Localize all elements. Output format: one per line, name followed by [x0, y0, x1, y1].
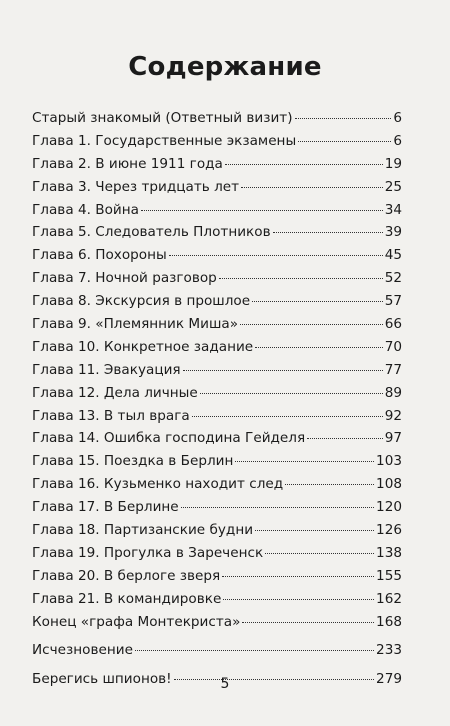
- toc-entry: [32, 568, 402, 591]
- dot-leader: [242, 622, 374, 623]
- toc-entry-label: Глава 11. Эвакуация: [32, 361, 181, 378]
- toc-entry-page: 34: [384, 201, 402, 218]
- toc-entry-label: Конец «графа Монтекриста»: [32, 613, 241, 630]
- toc-entry-page: 52: [384, 270, 402, 287]
- toc-entry-page: 279: [376, 671, 402, 688]
- toc-entry-label: Глава 21. В командировке: [32, 590, 222, 607]
- toc-entry: [32, 293, 402, 316]
- dot-leader: [273, 232, 383, 233]
- toc-entry-label: Глава 20. В берлоге зверя: [32, 567, 221, 584]
- toc-entry-label: Глава 3. Через тридцать лет: [32, 178, 240, 195]
- dot-leader: [192, 416, 383, 417]
- dot-leader: [183, 370, 383, 371]
- dot-leader: [135, 650, 374, 651]
- toc-entry-page: 162: [376, 590, 402, 607]
- toc-entry-label: Глава 14. Ошибка господина Гейделя: [32, 430, 306, 447]
- toc-entry-label: Глава 12. Дела личные: [32, 384, 198, 401]
- table-of-contents: [32, 110, 402, 694]
- dot-leader: [181, 507, 374, 508]
- dot-leader: [252, 301, 383, 302]
- dot-leader: [255, 530, 374, 531]
- toc-entry-label: Глава 9. «Племянник Миша»: [32, 316, 239, 333]
- toc-entry: [32, 476, 402, 499]
- toc-entry-label: Глава 17. В Берлине: [32, 499, 179, 516]
- toc-entry-label: Глава 19. Прогулка в Зареченск: [32, 544, 264, 561]
- toc-entry-label: Берегись шпионов!: [32, 671, 172, 688]
- toc-entry: [32, 522, 402, 545]
- toc-entry-label: Глава 18. Партизанские будни: [32, 522, 254, 539]
- toc-entry: [32, 499, 402, 522]
- toc-entry-label: Исчезновение: [32, 642, 133, 659]
- dot-leader: [222, 576, 374, 577]
- toc-entry-page: 120: [376, 499, 402, 516]
- toc-entry-label: Глава 1. Государственные экзамены: [32, 132, 297, 149]
- toc-entry-page: 126: [376, 522, 402, 539]
- toc-entry-label: Глава 4. Война: [32, 201, 139, 218]
- toc-entry: [32, 453, 402, 476]
- dot-leader: [241, 187, 383, 188]
- toc-entry-label: Глава 10. Конкретное задание: [32, 338, 254, 355]
- dot-leader: [169, 255, 383, 256]
- toc-entry-page: 19: [384, 155, 402, 172]
- toc-entry: [32, 224, 402, 247]
- toc-entry-label: Глава 2. В июне 1911 года: [32, 155, 223, 172]
- dot-leader: [240, 324, 383, 325]
- toc-entry-label: Глава 7. Ночной разговор: [32, 270, 217, 287]
- toc-entry-page: 103: [376, 453, 402, 470]
- toc-entry: [32, 614, 402, 637]
- toc-entry: [32, 591, 402, 614]
- toc-entry: [32, 430, 402, 453]
- toc-entry-page: 168: [376, 613, 402, 630]
- toc-entry-page: 6: [393, 132, 402, 149]
- dot-leader: [255, 347, 383, 348]
- dot-leader: [265, 553, 374, 554]
- toc-entry: [32, 316, 402, 339]
- dot-leader: [235, 461, 374, 462]
- page-number: 5: [220, 676, 230, 692]
- toc-entry-page: 92: [384, 407, 402, 424]
- dot-leader: [295, 118, 392, 119]
- dot-leader: [298, 141, 391, 142]
- toc-entry-page: 233: [376, 642, 402, 659]
- toc-entry: [32, 156, 402, 179]
- toc-entry-label: Глава 15. Поездка в Берлин: [32, 453, 234, 470]
- toc-entry-page: 25: [384, 178, 402, 195]
- toc-entry: [32, 247, 402, 270]
- toc-entry-label: Глава 6. Похороны: [32, 247, 167, 264]
- dot-leader: [219, 278, 383, 279]
- toc-entry-page: 39: [384, 224, 402, 241]
- toc-entry-page: 155: [376, 567, 402, 584]
- toc-entry-label: Глава 13. В тыл врага: [32, 407, 190, 424]
- toc-entry: [32, 545, 402, 568]
- dot-leader: [225, 164, 383, 165]
- dot-leader: [223, 599, 374, 600]
- dot-leader: [307, 438, 383, 439]
- toc-entry-page: 6: [393, 110, 402, 126]
- toc-entry-page: 70: [384, 338, 402, 355]
- toc-entry-label: Глава 5. Следователь Плотников: [32, 224, 271, 241]
- toc-entry: [32, 408, 402, 431]
- toc-entry-page: 45: [384, 247, 402, 264]
- toc-entry: [32, 642, 402, 665]
- toc-entry: [32, 202, 402, 225]
- toc-entry-page: 57: [384, 293, 402, 310]
- dot-leader: [200, 393, 383, 394]
- toc-entry-label: Старый знакомый (Ответный визит): [32, 110, 293, 126]
- toc-entry: [32, 362, 402, 385]
- toc-entry-label: Глава 8. Экскурсия в прошлое: [32, 293, 251, 310]
- toc-entry: [32, 179, 402, 202]
- toc-entry: [32, 270, 402, 293]
- toc-entry-page: 89: [384, 384, 402, 401]
- toc-entry: [32, 133, 402, 156]
- toc-entry-label: Глава 16. Кузьменко находит след: [32, 476, 284, 493]
- toc-entry: [32, 385, 402, 408]
- page-title: Содержание: [128, 52, 322, 82]
- toc-entry-page: 77: [384, 361, 402, 378]
- toc-entry: [32, 110, 402, 133]
- dot-leader: [285, 484, 374, 485]
- dot-leader: [141, 210, 383, 211]
- toc-entry-page: 138: [376, 544, 402, 561]
- toc-entry-page: 66: [384, 316, 402, 333]
- toc-entry-page: 97: [384, 430, 402, 447]
- toc-entry: [32, 339, 402, 362]
- toc-entry-page: 108: [376, 476, 402, 493]
